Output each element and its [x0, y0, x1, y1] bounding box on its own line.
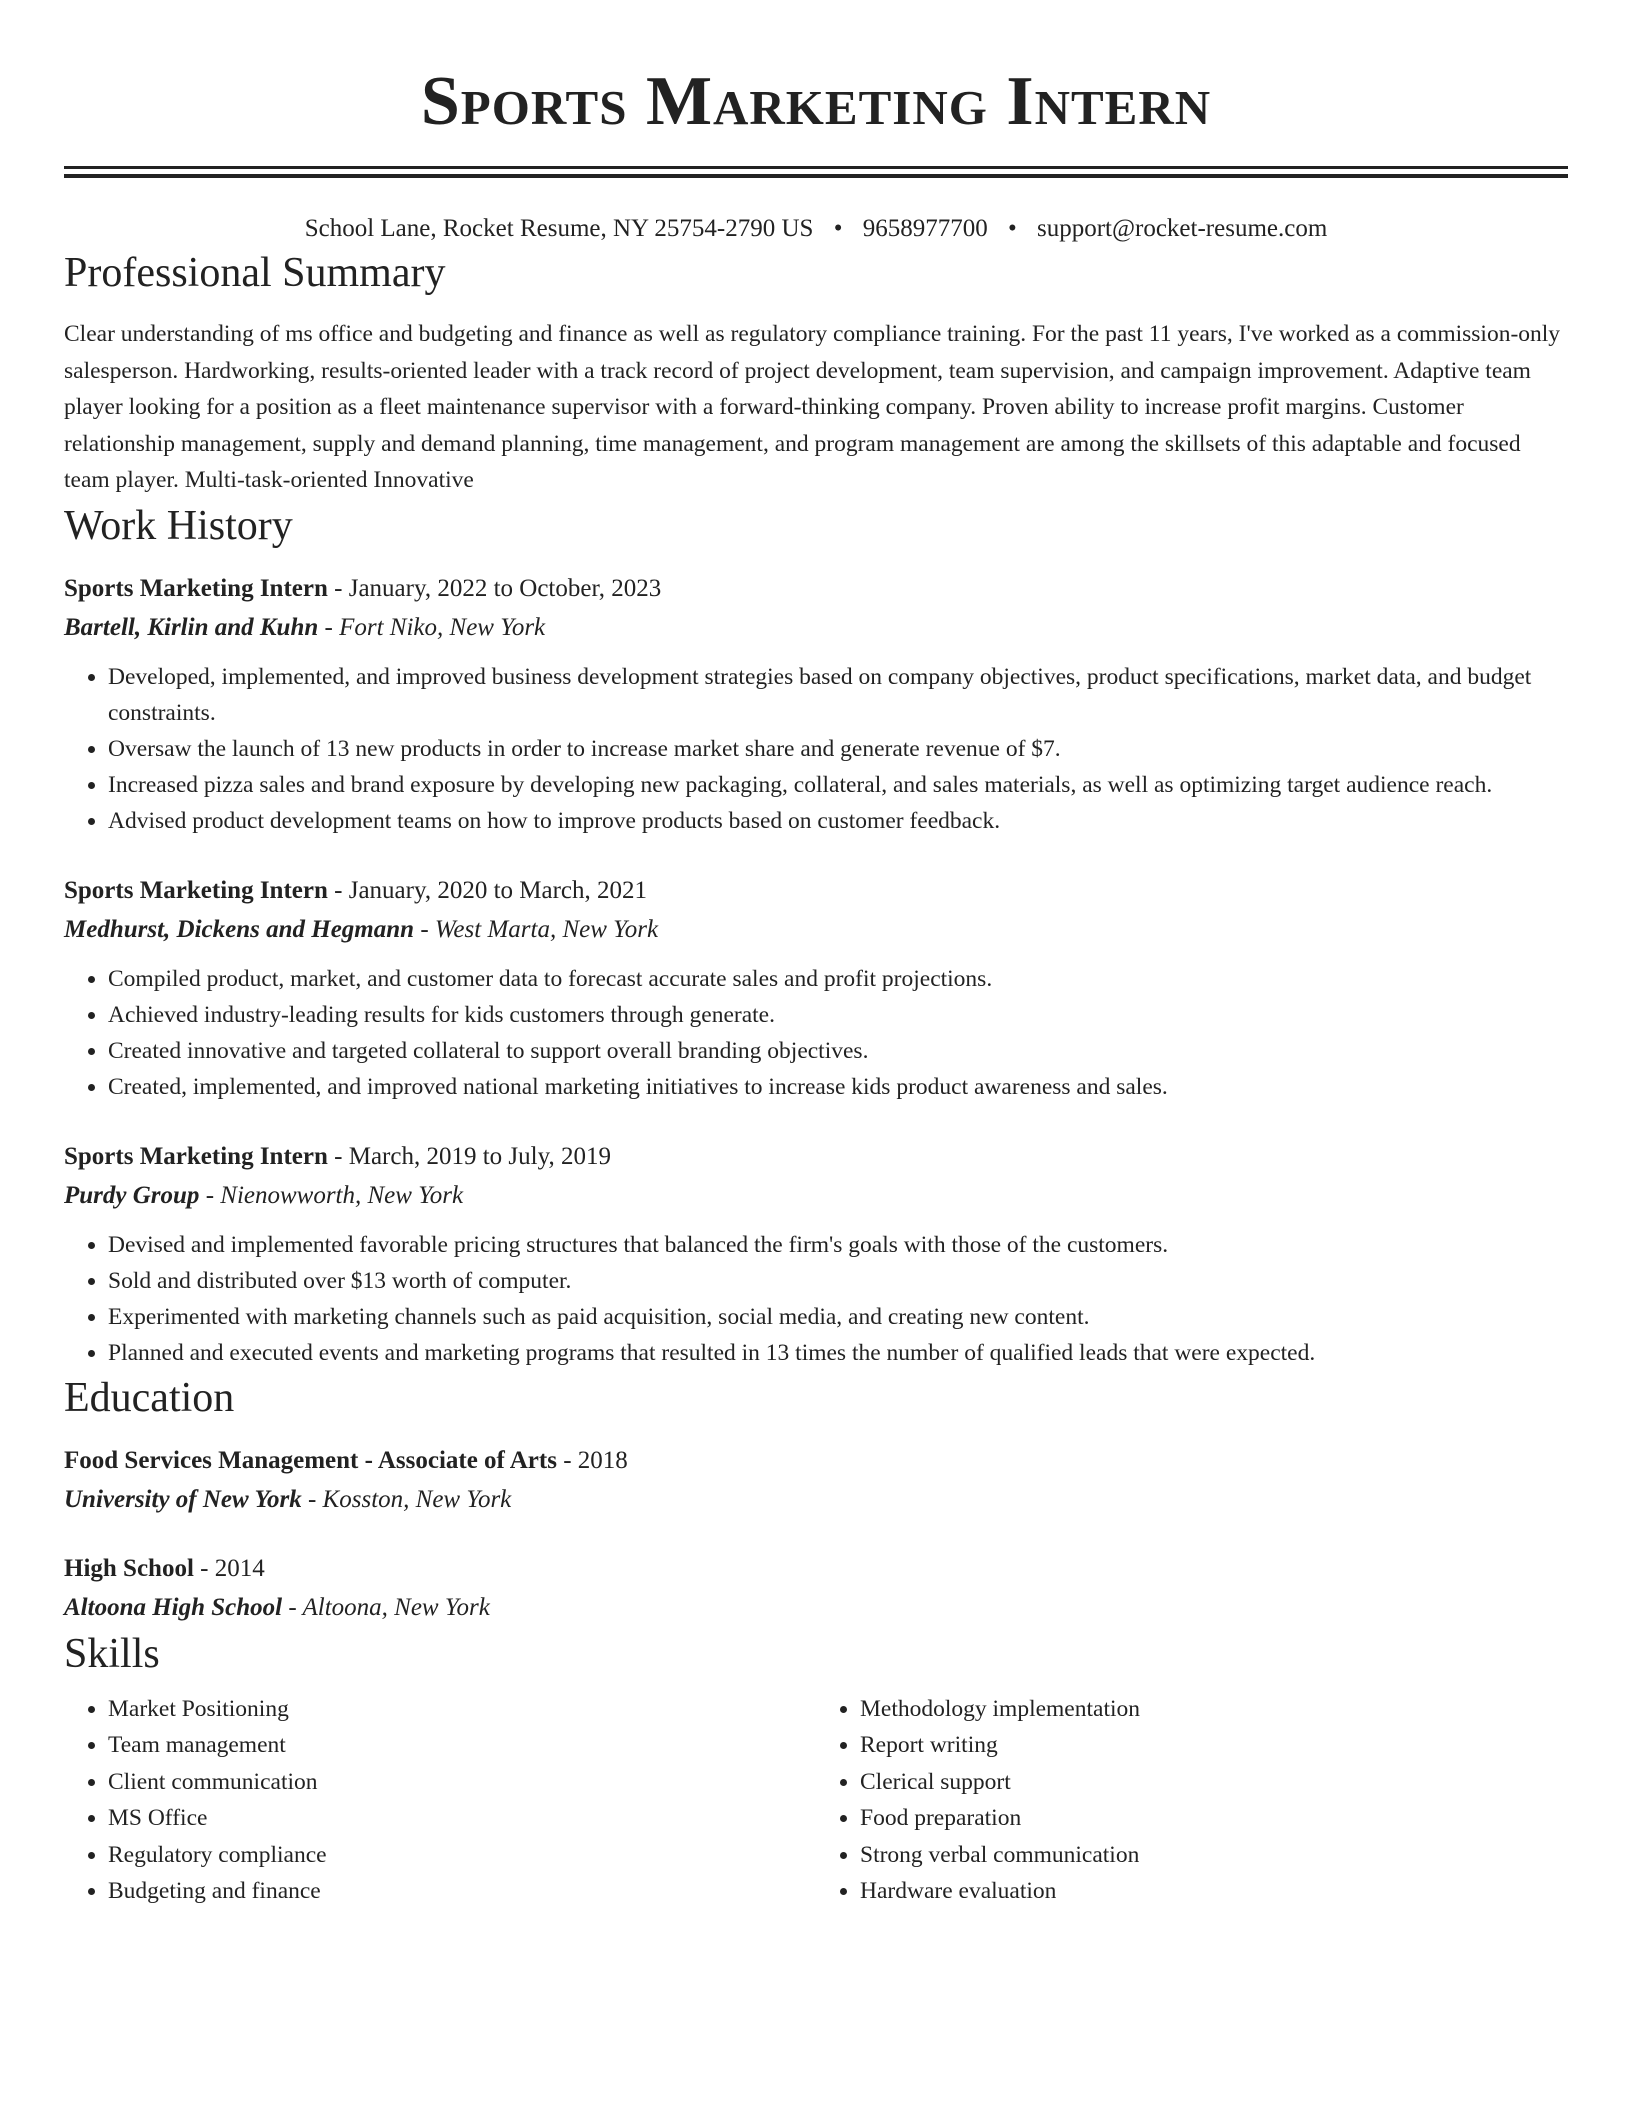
skill-item: • Market Positioning	[108, 1691, 816, 1728]
contact-separator: •	[833, 215, 843, 242]
school-line	[64, 1588, 1568, 1627]
skill-item: • Food preparation	[860, 1800, 1568, 1837]
school-line	[64, 1480, 1568, 1519]
job-bullets	[64, 1227, 1568, 1371]
skill-item: • Clerical support	[860, 1764, 1568, 1801]
degree-name: High School	[64, 1554, 194, 1582]
job-bullet: • Advised product development teams on how to improve products based on customer feedback.	[108, 803, 1568, 839]
job-dates: - January, 2022 to October, 2023	[327, 574, 662, 602]
job-bullet: • Experimented with marketing channels such as paid acquisition, social media, and creating new content.	[108, 1299, 1568, 1335]
skills-grid	[64, 1691, 1568, 1910]
skills-heading: Skills	[64, 1630, 160, 1677]
company-name: Medhurst, Dickens and Hegmann	[64, 915, 415, 943]
company-location: - West Marta, New York	[414, 915, 659, 943]
job-bullet: • Increased pizza sales and brand exposure by developing new packaging, collateral, and sales materials, as well as optimizing target audience reach.	[108, 767, 1568, 803]
job-bullet: • Created, implemented, and improved national marketing initiatives to increase kids product awareness and sales.	[108, 1069, 1568, 1105]
skill-item: • Report writing	[860, 1727, 1568, 1764]
job-title-line	[64, 871, 1568, 910]
job-bullet: • Compiled product, market, and customer data to forecast accurate sales and profit projections.	[108, 961, 1568, 997]
contact-phone: 9658977700	[862, 215, 988, 242]
summary-heading: Professional Summary	[64, 250, 446, 296]
skill-item: • Strong verbal communication	[860, 1837, 1568, 1874]
degree-line	[64, 1441, 1568, 1480]
company-location: - Fort Niko, New York	[318, 613, 546, 641]
skill-item: • Hardware evaluation	[860, 1873, 1568, 1910]
job-title-line	[64, 1137, 1568, 1176]
degree-year: - 2018	[556, 1446, 628, 1474]
school-name: University of New York	[64, 1485, 302, 1513]
job-bullets	[64, 659, 1568, 839]
job-title: Sports Marketing Intern	[64, 876, 328, 904]
work-history-heading: Work History	[64, 502, 293, 549]
education-entry	[64, 1441, 1568, 1519]
resume-name: Sports Marketing Intern	[420, 63, 1212, 140]
school-location: - Altoona, New York	[282, 1593, 490, 1621]
education-entry	[64, 1549, 1568, 1627]
degree-year: - 2014	[193, 1554, 265, 1582]
job-bullet: • Oversaw the launch of 13 new products in order to increase market share and generate revenue of $7.	[108, 731, 1568, 767]
skill-item: • Client communication	[108, 1764, 816, 1801]
job-bullets	[64, 961, 1568, 1105]
skill-item: • Methodology implementation	[860, 1691, 1568, 1728]
contact-separator: •	[1007, 215, 1017, 242]
company-line	[64, 910, 1568, 949]
contact-email: support@rocket-resume.com	[1036, 215, 1328, 242]
degree-name: Food Services Management - Associate of Arts	[64, 1446, 557, 1474]
job-bullet: • Achieved industry-leading results for kids customers through generate.	[108, 997, 1568, 1033]
job-title: Sports Marketing Intern	[64, 574, 328, 602]
job-bullet: • Developed, implemented, and improved business development strategies based on company objectives, product specifications, market data, and budget constraints.	[108, 659, 1568, 731]
skill-item: • Team management	[108, 1727, 816, 1764]
summary-text: Clear understanding of ms office and budgeting and finance as well as regulatory compliance training. For the past 11 years, I've worked as a commission-only salesperson. Hardworking, results-oriented leader with a track record of project development, team supervision, and campaign improvement. Adaptive team player looking for a position as a fleet maintenance supervisor with a forward-thinking company. Proven ability to increase profit margins. Customer relationship management, supply and demand planning, time management, and program management are among the skillsets of this adaptable and focused team player. Multi-task-oriented Innovative	[64, 321, 1561, 493]
company-line	[64, 608, 1568, 647]
skill-item: • MS Office	[108, 1800, 816, 1837]
school-name: Altoona High School	[64, 1593, 283, 1621]
job-bullet: • Planned and executed events and marketing programs that resulted in 13 times the number of qualified leads that were expected.	[108, 1335, 1568, 1371]
job-dates: - January, 2020 to March, 2021	[327, 876, 648, 904]
company-name: Purdy Group	[64, 1181, 200, 1209]
job-entry	[64, 1137, 1568, 1371]
company-name: Bartell, Kirlin and Kuhn	[64, 613, 319, 641]
education-heading: Education	[64, 1374, 235, 1421]
skills-column-right	[816, 1691, 1568, 1910]
contact-address: School Lane, Rocket Resume, NY 25754-2790 US	[304, 215, 814, 242]
job-title-line	[64, 569, 1568, 608]
skill-item: • Budgeting and finance	[108, 1873, 816, 1910]
school-location: - Kosston, New York	[301, 1485, 512, 1513]
job-entry	[64, 871, 1568, 1105]
job-entry	[64, 569, 1568, 839]
skills-column-left	[64, 1691, 816, 1910]
job-bullet: • Created innovative and targeted collateral to support overall branding objectives.	[108, 1033, 1568, 1069]
contact-line	[64, 212, 1568, 246]
job-bullet: • Sold and distributed over $13 worth of computer.	[108, 1263, 1568, 1299]
job-title: Sports Marketing Intern	[64, 1142, 328, 1170]
header-divider	[64, 166, 1568, 178]
company-line	[64, 1176, 1568, 1215]
company-location: - Nienowworth, New York	[199, 1181, 464, 1209]
job-dates: - March, 2019 to July, 2019	[327, 1142, 611, 1170]
job-bullet: • Devised and implemented favorable pricing structures that balanced the firm's goals with those of the customers.	[108, 1227, 1568, 1263]
degree-line	[64, 1549, 1568, 1588]
skill-item: • Regulatory compliance	[108, 1837, 816, 1874]
